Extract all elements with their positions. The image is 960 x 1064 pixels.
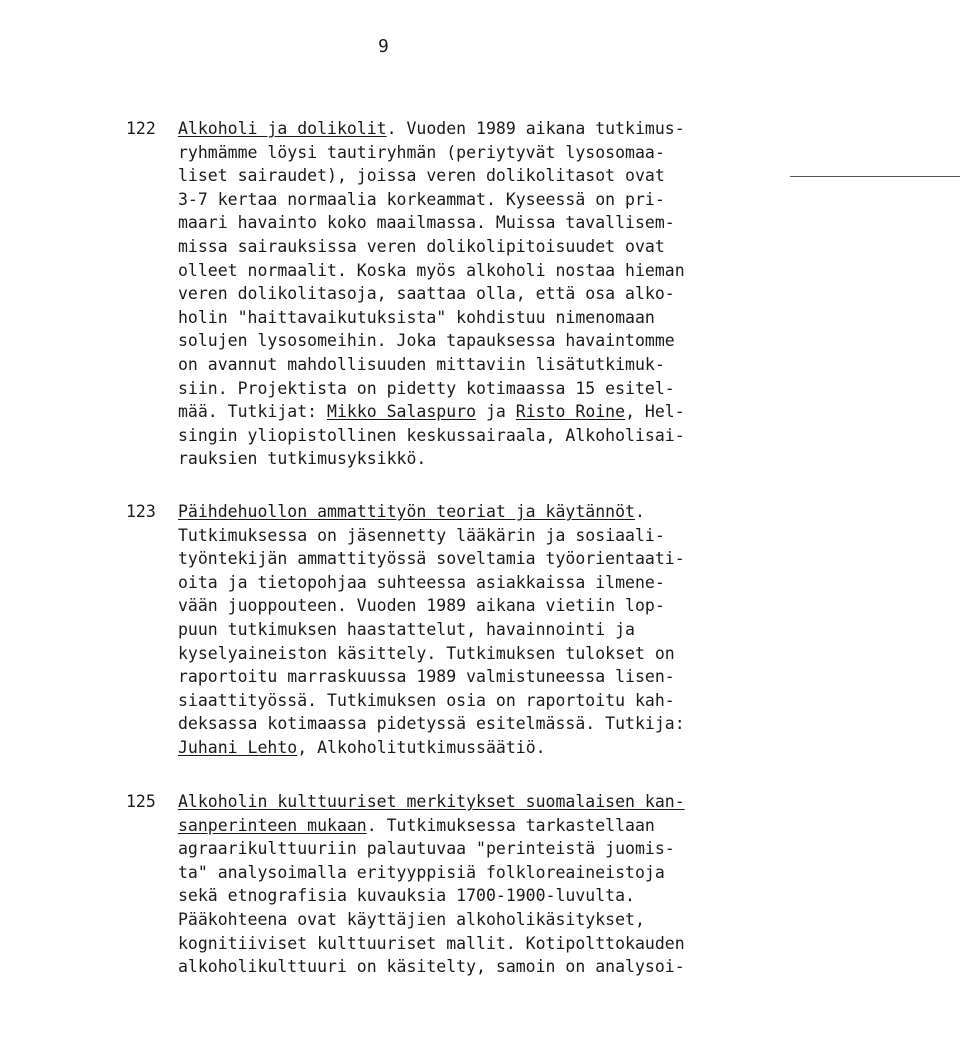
text-line [178, 235, 678, 259]
text-segment: veren dolikolitasoja, saattaa olla, että osa alko- [178, 284, 675, 304]
text-line [178, 547, 685, 571]
text-line [178, 932, 685, 956]
text-segment: olleet normaalit. Koska myös alkoholi nostaa hieman [178, 260, 685, 280]
text-segment: puun tutkimuksen haastattelut, havainnointi ja [178, 619, 635, 639]
text-segment: singin yliopistollinen keskussairaala, Alkoholisai- [178, 425, 685, 445]
text-line [178, 329, 678, 353]
entry-text [178, 117, 685, 471]
text-line [178, 259, 685, 283]
text-line [178, 736, 678, 760]
text-line [178, 282, 678, 306]
text-line [178, 814, 678, 838]
text-segment: ta" analysoimalla erityyppisiä folkloreaineistoja [178, 862, 665, 882]
underlined-text: Alkoholi ja dolikolit [178, 119, 387, 138]
text-segment: kyselyaineiston käsittely. Tutkimuksen tulokset on [178, 643, 675, 663]
text-line [178, 377, 678, 401]
underlined-text: Mikko Salaspuro [327, 402, 477, 422]
text-segment: ryhmämme löysi tautiryhmän (periytyvät lysosomaa- [178, 142, 665, 162]
text-line [178, 689, 678, 713]
text-line [178, 447, 678, 471]
underlined-text: Juhani Lehto [178, 737, 298, 757]
text-segment: liset sairaudet), joissa veren dolikolitasot ovat [178, 166, 665, 186]
entry-number: 125 [126, 792, 156, 811]
text-segment: alkoholikulttuuri on käsitelty, samoin on analysoi- [178, 957, 685, 977]
text-line [178, 571, 678, 595]
text-segment: solujen lysosomeihin. Joka tapauksessa havaintomme [178, 331, 675, 351]
text-line [178, 424, 685, 448]
text-line [178, 884, 678, 908]
text-line [178, 211, 678, 235]
margin-rule [790, 176, 960, 177]
text-segment: vään juoppouteen. Vuoden 1989 aikana vietiin lop- [178, 596, 665, 616]
text-line [178, 141, 678, 165]
text-line [178, 908, 678, 932]
underlined-text: Risto Roine [515, 402, 626, 422]
text-line [178, 500, 678, 524]
text-segment: missa sairauksissa veren dolikolipitoisuudet ovat [178, 236, 665, 256]
text-segment: 3-7 kertaa normaalia korkeammat. Kyseessä on pri- [178, 189, 665, 209]
text-segment: holin "haittavaikutuksista" kohdistuu nimenomaan [178, 307, 655, 327]
text-segment: . Vuoden 1989 aikana tutkimus- [386, 119, 685, 138]
text-line [178, 306, 678, 330]
text-segment: työntekijän ammattityössä soveltamia työorientaati- [178, 549, 685, 569]
text-line [178, 790, 685, 814]
text-segment: maari havainto koko maailmassa. Muissa tavallisem- [178, 213, 675, 233]
entry-text [178, 500, 685, 760]
text-segment: . [634, 502, 645, 521]
text-line [178, 837, 678, 861]
entry-number: 122 [126, 119, 156, 138]
text-segment: , Alkoholitutkimussäätiö. [297, 737, 546, 757]
text-line [178, 400, 685, 424]
text-segment: Tutkimuksessa on jäsennetty lääkärin ja sosiaali- [178, 525, 665, 545]
text-line [178, 353, 678, 377]
text-line [178, 117, 685, 141]
text-line [178, 618, 678, 642]
text-line [178, 188, 678, 212]
text-line [178, 955, 685, 979]
text-segment: oita ja tietopohjaa suhteessa asiakkaissa ilmene- [178, 572, 665, 592]
text-line [178, 861, 678, 885]
text-segment: ja [476, 402, 516, 422]
underlined-text: sanperinteen mukaan [178, 815, 367, 835]
text-line [178, 524, 678, 548]
text-line [178, 164, 678, 188]
text-segment: siin. Projektista on pidetty kotimaassa 15 esitel- [178, 378, 675, 398]
text-segment: Pääkohteena ovat käyttäjien alkoholikäsitykset, [178, 909, 645, 929]
text-segment: . Tutkimuksessa tarkastellaan [366, 815, 655, 835]
entry-text [178, 790, 685, 979]
page-number: 9 [378, 36, 389, 57]
text-segment: rauksien tutkimusyksikkö. [178, 449, 427, 469]
text-line [178, 594, 678, 618]
text-segment: on avannut mahdollisuuden mittaviin lisätutkimuk- [178, 354, 665, 374]
text-segment: siaattityössä. Tutkimuksen osia on raportoitu kah- [178, 690, 675, 710]
text-segment: agraarikulttuuriin palautuvaa "perinteistä juomis- [178, 839, 675, 859]
underlined-text: Päihdehuollon ammattityön teoriat ja käytännöt [178, 502, 635, 521]
text-segment: deksassa kotimaassa pidetyssä esitelmässä. Tutkija: [178, 714, 685, 734]
text-segment: mää. Tutkijat: [178, 402, 328, 422]
text-segment: sekä etnografisia kuvauksia 1700-1900-luvulta. [178, 886, 635, 906]
text-segment: kognitiiviset kulttuuriset mallit. Kotipolttokauden [178, 933, 685, 953]
text-line [178, 642, 678, 666]
text-segment: , Hel- [625, 402, 685, 422]
underlined-text: Alkoholin kulttuuriset merkitykset suomalaisen kan- [178, 792, 685, 811]
text-line [178, 712, 685, 736]
text-line [178, 665, 678, 689]
text-segment: raportoitu marraskuussa 1989 valmistuneessa lisen- [178, 667, 675, 687]
entry-number: 123 [126, 502, 156, 521]
